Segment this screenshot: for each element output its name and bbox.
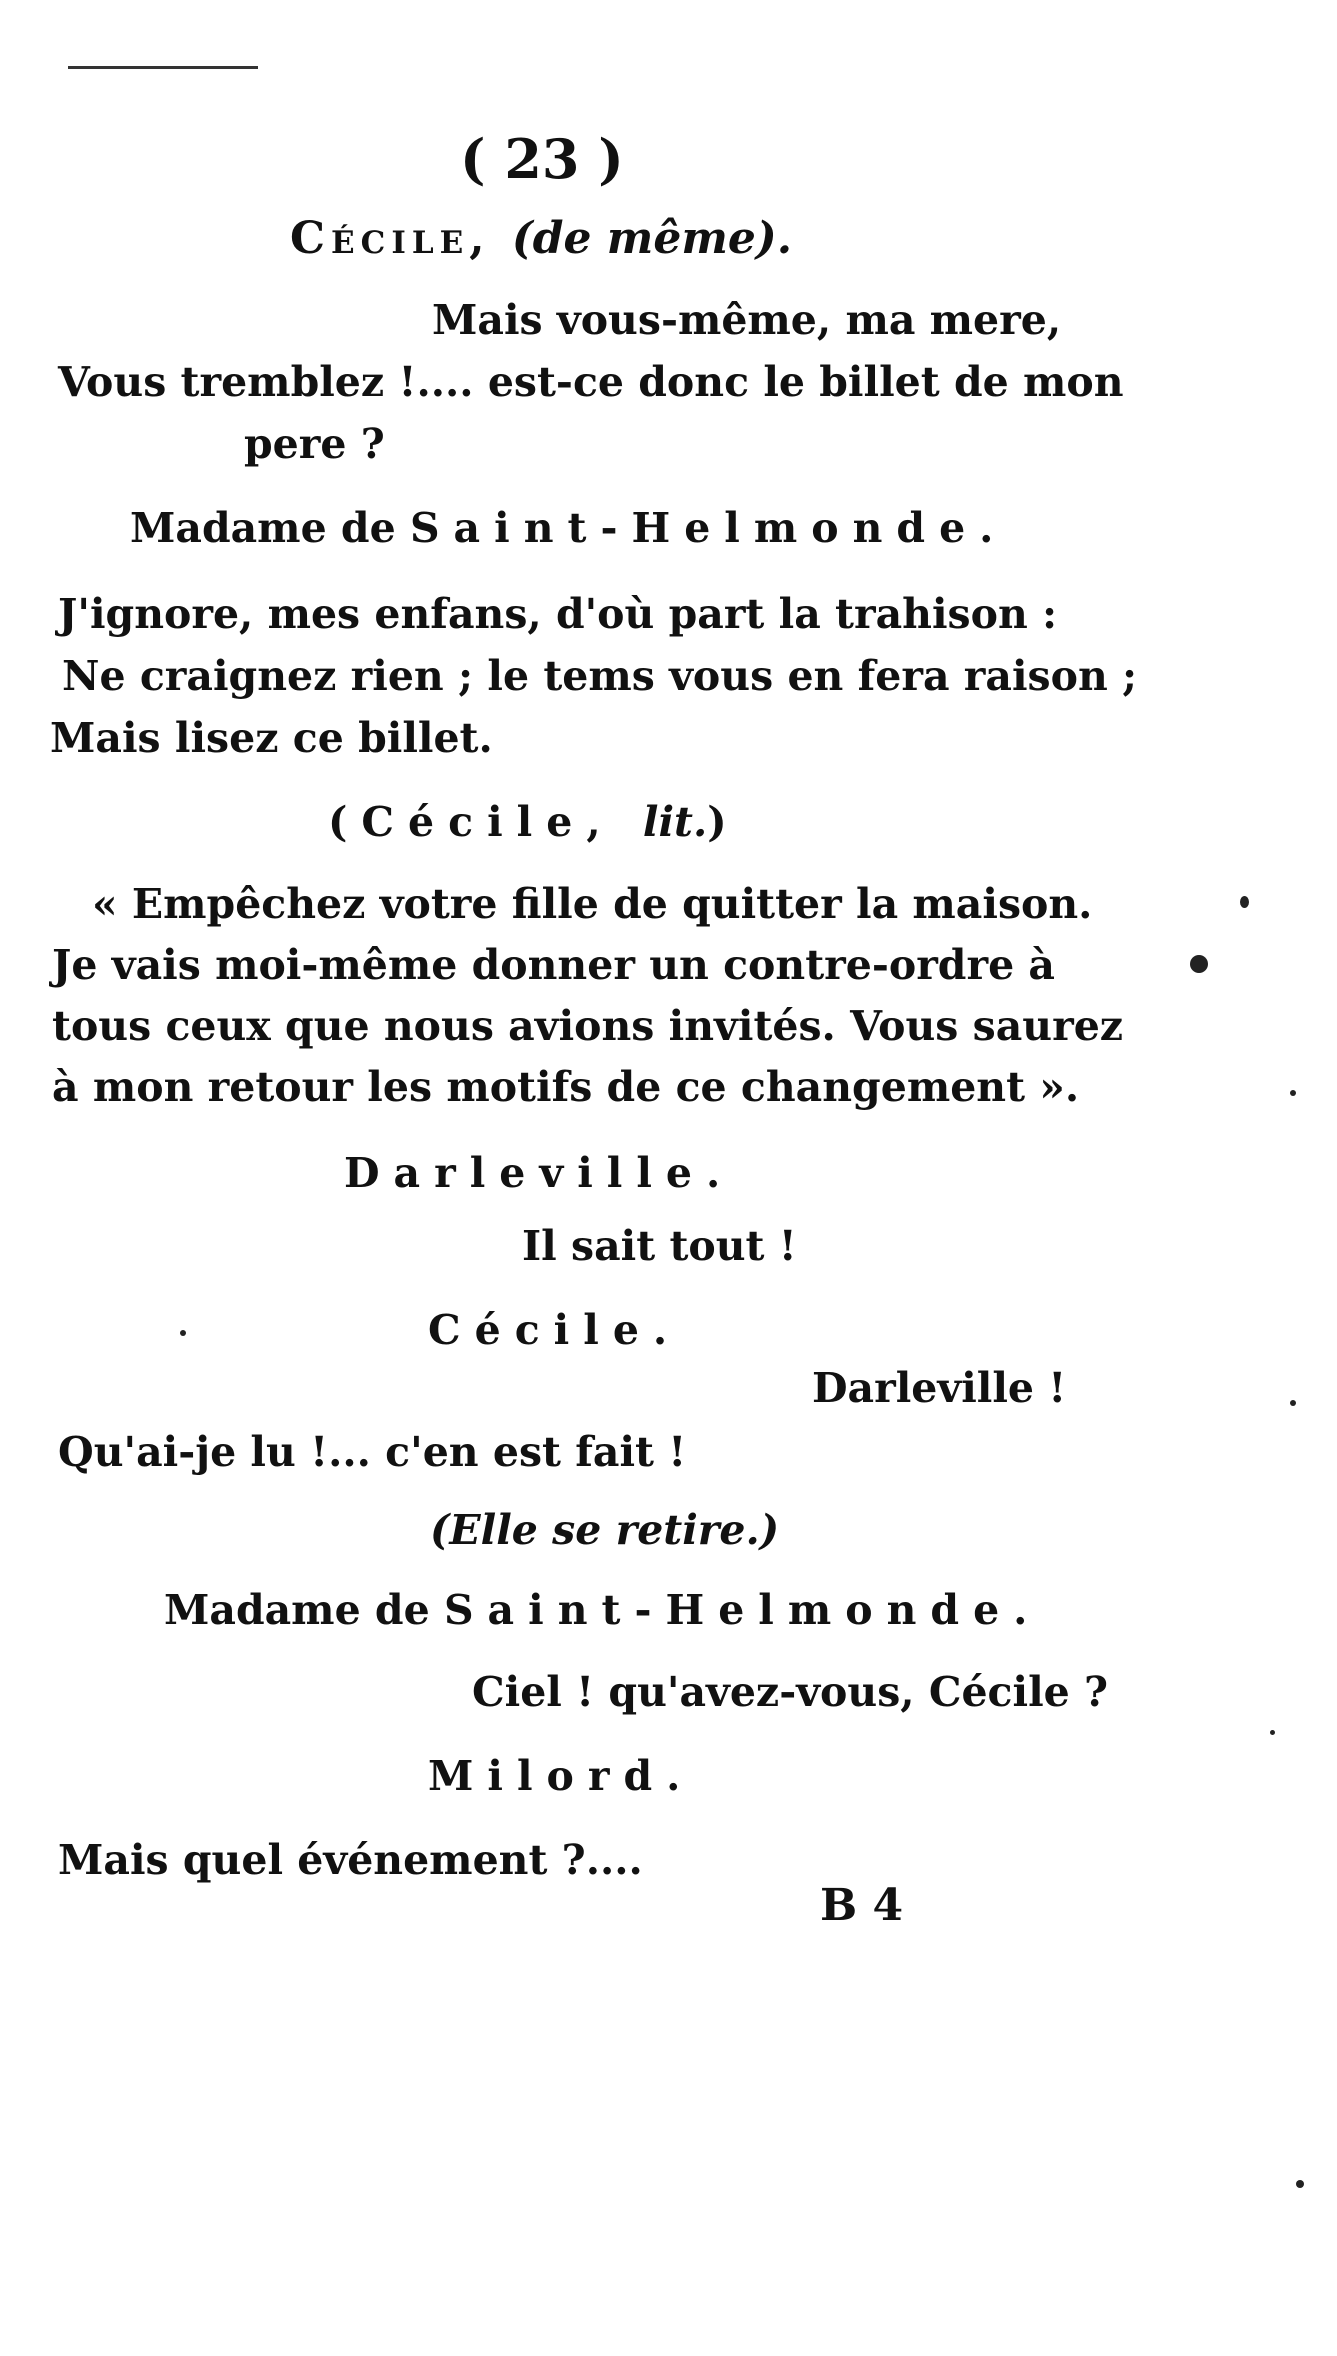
- verse-line: pere ?: [244, 420, 385, 468]
- speaker-title: Madame de: [164, 1586, 444, 1634]
- scan-speck: [1290, 1090, 1296, 1096]
- page-number: ( 23 ): [460, 127, 624, 191]
- direction-verb: lit.: [642, 798, 708, 846]
- verse-line: Mais lisez ce billet.: [50, 714, 493, 762]
- speaker-darleville: Darleville.: [344, 1149, 735, 1197]
- signature-mark: B 4: [820, 1880, 904, 1931]
- verse-line: Vous tremblez !.... est-ce donc le billet de mon: [58, 358, 1124, 406]
- speaker-madame-2: [164, 1586, 1042, 1634]
- verse-line: Ne craignez rien ; le tems vous en fera raison ;: [62, 652, 1138, 700]
- scan-speck: [1190, 955, 1208, 973]
- scan-speck: [1296, 2180, 1304, 2188]
- letter-line: à mon retour les motifs de ce changement ».: [52, 1063, 1080, 1111]
- scan-speck: [180, 1330, 186, 1336]
- verse-line: J'ignore, mes enfans, d'où part la trahison :: [58, 590, 1058, 638]
- verse-line: Darleville !: [812, 1364, 1067, 1412]
- verse-line: Ciel ! qu'avez-vous, Cécile ?: [472, 1668, 1109, 1716]
- letter-line: tous ceux que nous avions invités. Vous saurez: [52, 1002, 1124, 1050]
- direction-name: (Cécile,: [328, 798, 643, 846]
- letter-line: « Empêchez votre fille de quitter la maison.: [92, 880, 1093, 928]
- verse-line: Mais quel événement ?....: [58, 1836, 643, 1884]
- speaker-title: Madame de: [130, 504, 410, 552]
- speaker-cecile-2: Cécile.: [428, 1306, 682, 1354]
- speaker-madame: [130, 504, 1008, 552]
- scan-speck: [1240, 896, 1249, 908]
- speaker-name: Saint-Helmonde.: [409, 504, 1008, 552]
- stage-direction-retire: (Elle se retire.): [430, 1506, 780, 1554]
- scan-speck: [1290, 1400, 1296, 1406]
- speaker-cecile: [290, 213, 793, 264]
- direction-close: ): [707, 798, 727, 846]
- stage-direction: (de même).: [511, 213, 793, 264]
- scan-mark: [68, 66, 258, 69]
- verse-line: Qu'ai-je lu !... c'en est fait !: [58, 1428, 687, 1476]
- verse-line: Mais vous-même, ma mere,: [432, 296, 1062, 344]
- speaker-name: Saint-Helmonde.: [443, 1586, 1042, 1634]
- stage-direction: [328, 798, 727, 846]
- speaker-name: Cécile,: [290, 213, 512, 264]
- letter-line: Je vais moi-même donner un contre-ordre à: [52, 941, 1055, 989]
- verse-line: Il sait tout !: [522, 1222, 797, 1270]
- scan-speck: [1270, 1730, 1275, 1735]
- speaker-milord: Milord.: [428, 1752, 695, 1800]
